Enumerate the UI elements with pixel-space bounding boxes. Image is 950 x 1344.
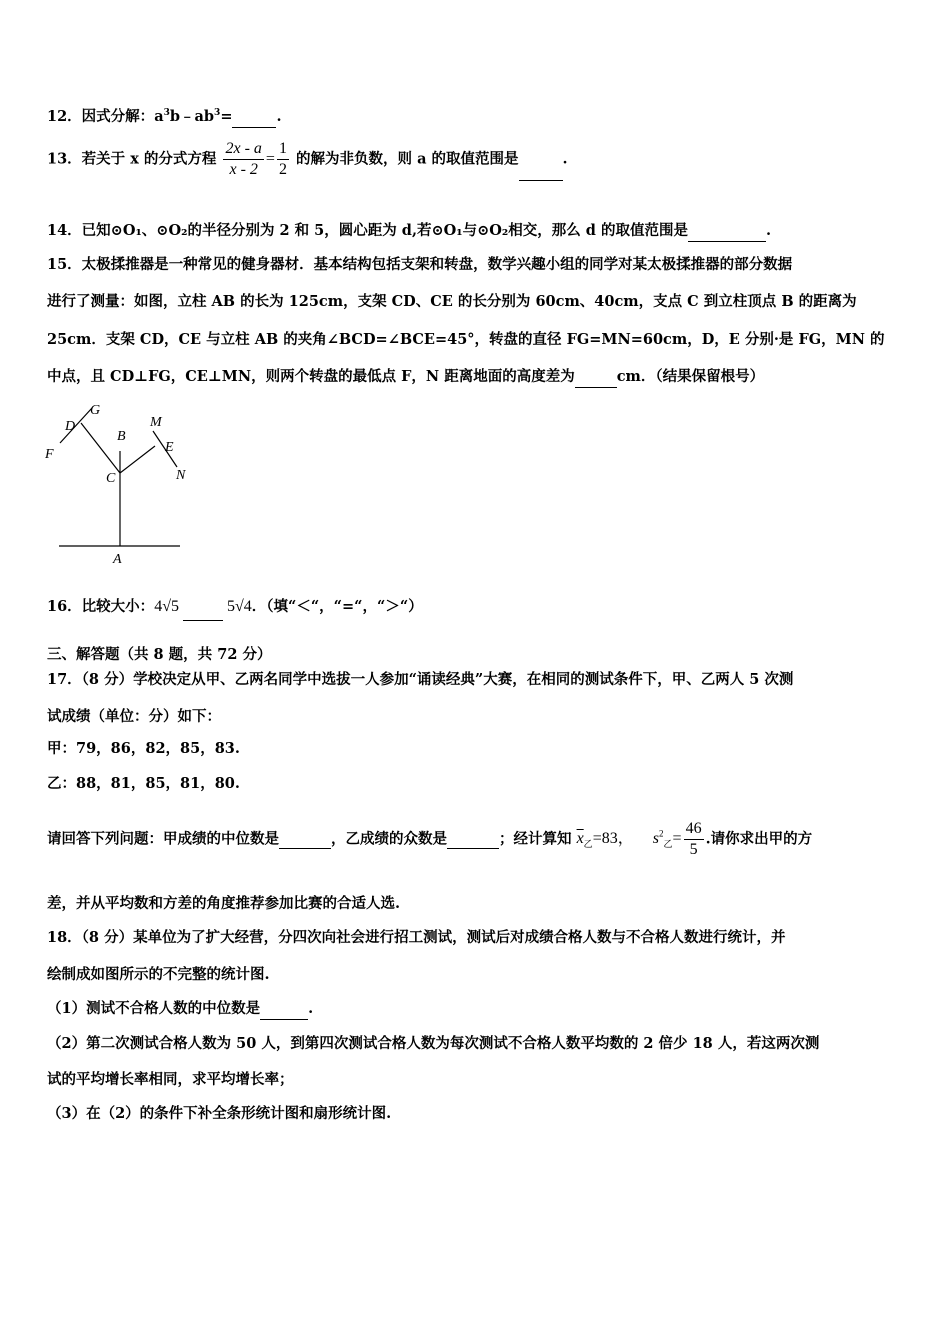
q12-expr-a: a <box>154 107 164 125</box>
q13-rhs-fraction <box>277 139 289 180</box>
label-c: C <box>106 471 116 486</box>
q13-lhs-denominator: x - 2 <box>229 161 258 178</box>
q17-ask-d: .请你求出甲的方 <box>705 830 813 848</box>
label-n: N <box>176 468 186 483</box>
q17-mean-value: =83， <box>592 830 634 848</box>
q13-rhs-denominator: 2 <box>278 161 287 178</box>
q13-end: . <box>562 150 568 168</box>
q16-left-expr: 4√5 <box>154 598 179 615</box>
question-16 <box>47 594 910 621</box>
label-m: M <box>150 415 162 430</box>
q17-ask-a: 请回答下列问题：甲成绩的中位数是 <box>47 830 279 848</box>
label-b: B <box>117 429 126 444</box>
q13-lhs-fraction <box>223 139 263 180</box>
label-g: G <box>90 403 101 418</box>
q13-lhs-numerator: 2x - a <box>223 139 263 160</box>
q17-mode-blank[interactable] <box>447 830 499 849</box>
q18-part2a: （2）第二次测试合格人数为 50 人，到第四次测试合格人数为每次测试不合格人数平均数的 2 倍少 18 人，若这两次测 <box>47 1035 820 1052</box>
q15-line2: 进行了测量：如图，立柱 AB 的长为 125cm，支架 CD、CE 的长分别为 60cm、40cm，支点 C 到立柱顶点 B 的距离为 <box>47 293 857 310</box>
q12-end: . <box>276 107 282 125</box>
label-e: E <box>165 440 174 455</box>
q13-answer-blank[interactable] <box>519 140 563 181</box>
q17-ask <box>47 812 910 867</box>
question-13 <box>47 139 910 181</box>
q17-variance-symbol: s <box>652 830 660 848</box>
support-ce <box>120 446 155 473</box>
q18-part1-text: （1）测试不合格人数的中位数是 <box>47 1000 261 1017</box>
q17-jia-scores: 甲：79，86，82，85，83. <box>47 740 240 757</box>
q17-variance-sup: 2 <box>659 829 664 839</box>
q17-line-end: 差，并从平均数和方差的角度推荐参加比赛的合适人选. <box>47 895 401 912</box>
q17-ask-c: ；经计算知 <box>499 830 572 848</box>
q17-ask-b: ，乙成绩的众数是 <box>331 830 447 848</box>
q14-text: 14．已知⊙O₁、⊙O₂的半径分别为 2 和 5，圆心距为 d,若⊙O₁与⊙O₂相交，那么 d 的取值范围是 <box>47 222 688 239</box>
q17-variance-numerator: 46 <box>684 819 704 840</box>
question-12 <box>47 103 910 128</box>
q15-answer-blank[interactable] <box>575 367 617 388</box>
q17-mean-sub: 乙 <box>583 839 593 850</box>
q18-line1: 18．（8 分）某单位为了扩大经营，分四次向社会进行招工测试，测试后对成绩合格人数与不合格人数进行统计，并 <box>47 929 786 946</box>
q18-part2b: 试的平均增长率相同，求平均增长率； <box>47 1071 294 1088</box>
q12-prefix: 12．因式分解： <box>47 107 155 125</box>
q16-suffix: ．（填“＜“，“=“，“＞“） <box>251 598 423 615</box>
q12-expr-b: b﹣ab <box>169 107 215 125</box>
q16-answer-blank[interactable] <box>183 594 223 621</box>
section-3-title: 三、解答题（共 8 题，共 72 分） <box>47 646 272 663</box>
q13-suffix: 的解为非负数，则 a 的取值范围是 <box>296 150 519 168</box>
q15-line4-text: 中点，且 CD⊥FG，CE⊥MN，则两个转盘的最低点 F，N 距离地面的高度差为 <box>47 368 575 385</box>
q17-variance-denominator: 5 <box>689 841 698 859</box>
q17-variance-equals: = <box>672 830 682 848</box>
q17-variance-fraction <box>684 819 704 860</box>
label-a: A <box>113 552 122 567</box>
q18-part3: （3）在（2）的条件下补全条形统计图和扇形统计图. <box>47 1105 392 1122</box>
q17-yi-scores: 乙：88，81，85，81，80. <box>47 775 240 792</box>
q15-line4 <box>47 367 910 388</box>
q18-part1-end: . <box>308 1000 314 1017</box>
q18-part1 <box>47 999 910 1020</box>
q16-prefix: 16．比较大小： <box>47 598 155 615</box>
q12-suffix: = <box>220 107 233 125</box>
q17-line2: 试成绩（单位：分）如下： <box>47 708 221 725</box>
label-f: F <box>45 447 54 462</box>
q17-median-blank[interactable] <box>279 830 331 849</box>
q12-answer-blank[interactable] <box>232 107 276 128</box>
q14-end: . <box>766 222 772 239</box>
q15-figure <box>45 403 195 568</box>
q18-part1-blank[interactable] <box>260 999 308 1020</box>
question-14 <box>47 221 910 242</box>
q18-line2: 绘制成如图所示的不完整的统计图. <box>47 966 270 983</box>
q12-exp1: 3 <box>163 108 170 118</box>
support-cd <box>81 423 120 473</box>
q15-line3: 25cm．支架 CD，CE 与立柱 AB 的夹角∠BCD=∠BCE=45°，转盘的直径 FG=MN=60cm，D，E 分别·是 FG，MN 的 <box>47 331 885 348</box>
q12-exp2: 3 <box>214 108 221 118</box>
q15-line4-suffix: cm．（结果保留根号） <box>616 368 765 385</box>
q14-answer-blank[interactable] <box>688 221 766 242</box>
label-d: D <box>65 419 76 434</box>
q13-prefix: 13．若关于 x 的分式方程 <box>47 150 217 168</box>
q17-mean-symbol: $\overline{x}$ <box>576 830 584 848</box>
q17-line1: 17．（8 分）学校决定从甲、乙两名同学中选拔一人参加“诵读经典”大赛，在相同的测试条件下，甲、乙两人 5 次测 <box>47 671 794 688</box>
q13-rhs-numerator: 1 <box>277 139 289 160</box>
q16-right-expr: 5√4 <box>226 598 252 615</box>
q15-line1: 15．太极揉推器是一种常见的健身器材．基本结构包括支架和转盘，数学兴趣小组的同学对某太极揉推器的部分数据 <box>47 256 793 273</box>
q17-variance-sub: 乙 <box>663 839 673 850</box>
q13-equals: = <box>265 150 275 168</box>
